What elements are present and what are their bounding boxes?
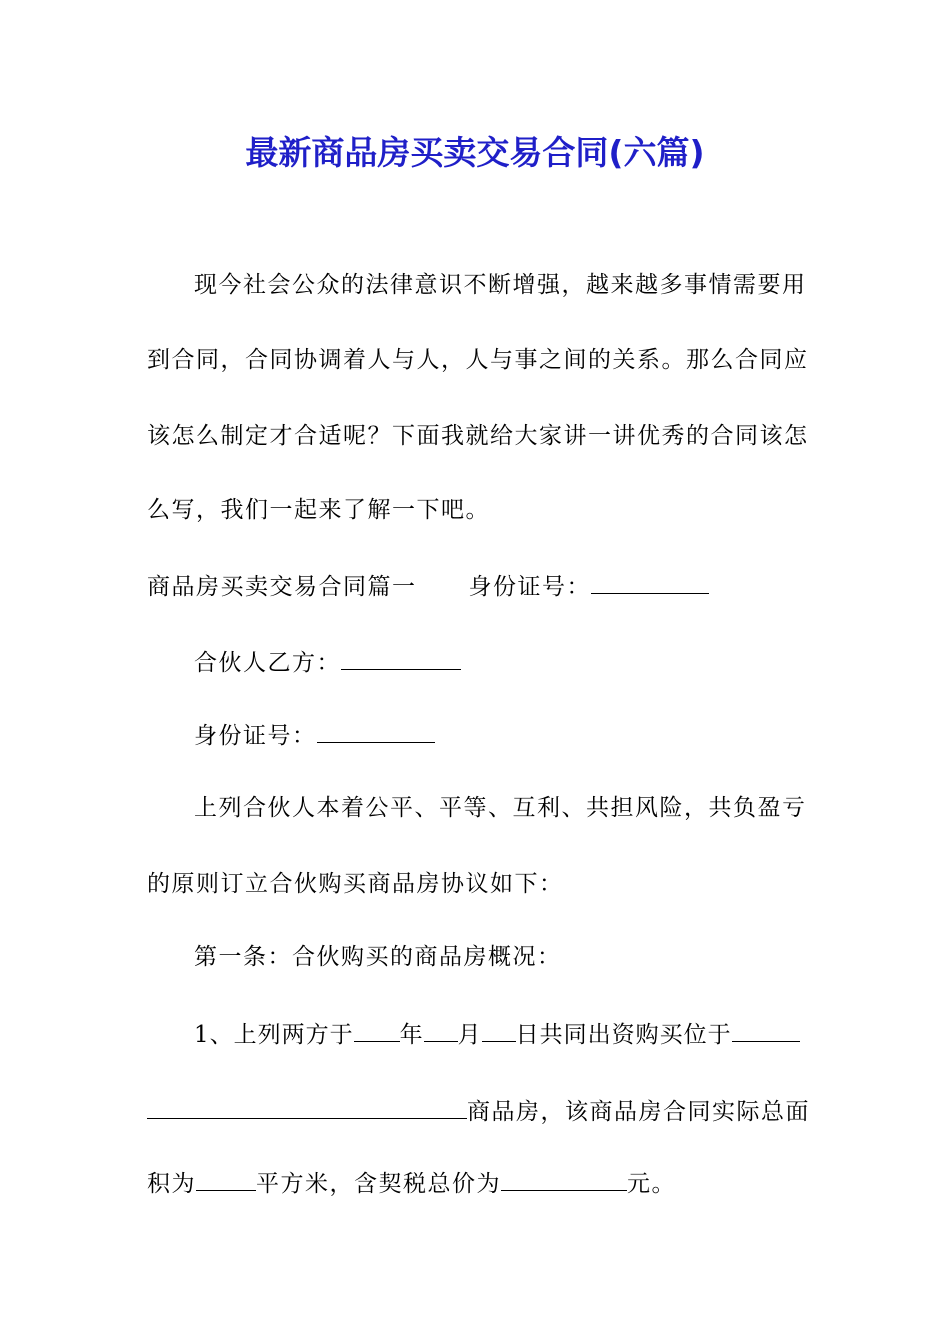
area-unit: 平方米，含契税总价为 [256, 1171, 501, 1197]
id-number-label: 身份证号： [468, 574, 591, 600]
price-unit: 元。 [627, 1171, 676, 1197]
id-number-label-2: 身份证号： [194, 723, 317, 749]
clause-1-line-3 [147, 1166, 676, 1199]
id-number-blank[interactable] [591, 569, 709, 594]
intro-line-3: 该怎么制定才合适呢？下面我就给大家讲一讲优秀的合同该怎 [147, 423, 809, 449]
month-label: 月 [457, 1022, 482, 1048]
clause-1-line-2 [147, 1094, 810, 1127]
section-heading-line [147, 569, 709, 602]
location-blank-1[interactable] [732, 1017, 800, 1042]
price-blank[interactable] [501, 1166, 627, 1191]
partner-b-label: 合伙人乙方： [194, 650, 341, 676]
area-prefix: 积为 [147, 1171, 196, 1197]
day-blank[interactable] [482, 1017, 516, 1042]
clause-1-part-a: 1、上列两方于 [194, 1022, 354, 1048]
intro-line-1: 现今社会公众的法律意识不断增强，越来越多事情需要用 [194, 272, 807, 298]
clause-1-line-1 [194, 1017, 800, 1050]
article-1-heading: 第一条：合伙购买的商品房概况： [194, 944, 562, 970]
partner-b-blank[interactable] [341, 645, 461, 670]
principle-line-2: 的原则订立合伙购买商品房协议如下： [147, 871, 564, 897]
year-blank[interactable] [354, 1017, 400, 1042]
principle-line-1: 上列合伙人本着公平、平等、互利、共担风险，共负盈亏 [194, 795, 807, 821]
section-heading: 商品房买卖交易合同篇一 [147, 574, 417, 600]
year-label: 年 [399, 1022, 424, 1048]
location-blank-2[interactable] [147, 1094, 467, 1119]
clause-1-part-c: 商品房，该商品房合同实际总面 [467, 1099, 810, 1125]
intro-line-2: 到合同，合同协调着人与人，人与事之间的关系。那么合同应 [147, 347, 809, 373]
id-number-line-2 [194, 718, 435, 751]
partner-b-line [194, 645, 461, 678]
intro-line-4: 么写，我们一起来了解一下吧。 [147, 497, 490, 523]
month-blank[interactable] [424, 1017, 458, 1042]
area-blank[interactable] [196, 1166, 256, 1191]
document-title: 最新商品房买卖交易合同(六篇) [245, 133, 705, 172]
id-number-blank-2[interactable] [317, 718, 435, 743]
clause-1-part-b: 日共同出资购买位于 [515, 1022, 732, 1048]
